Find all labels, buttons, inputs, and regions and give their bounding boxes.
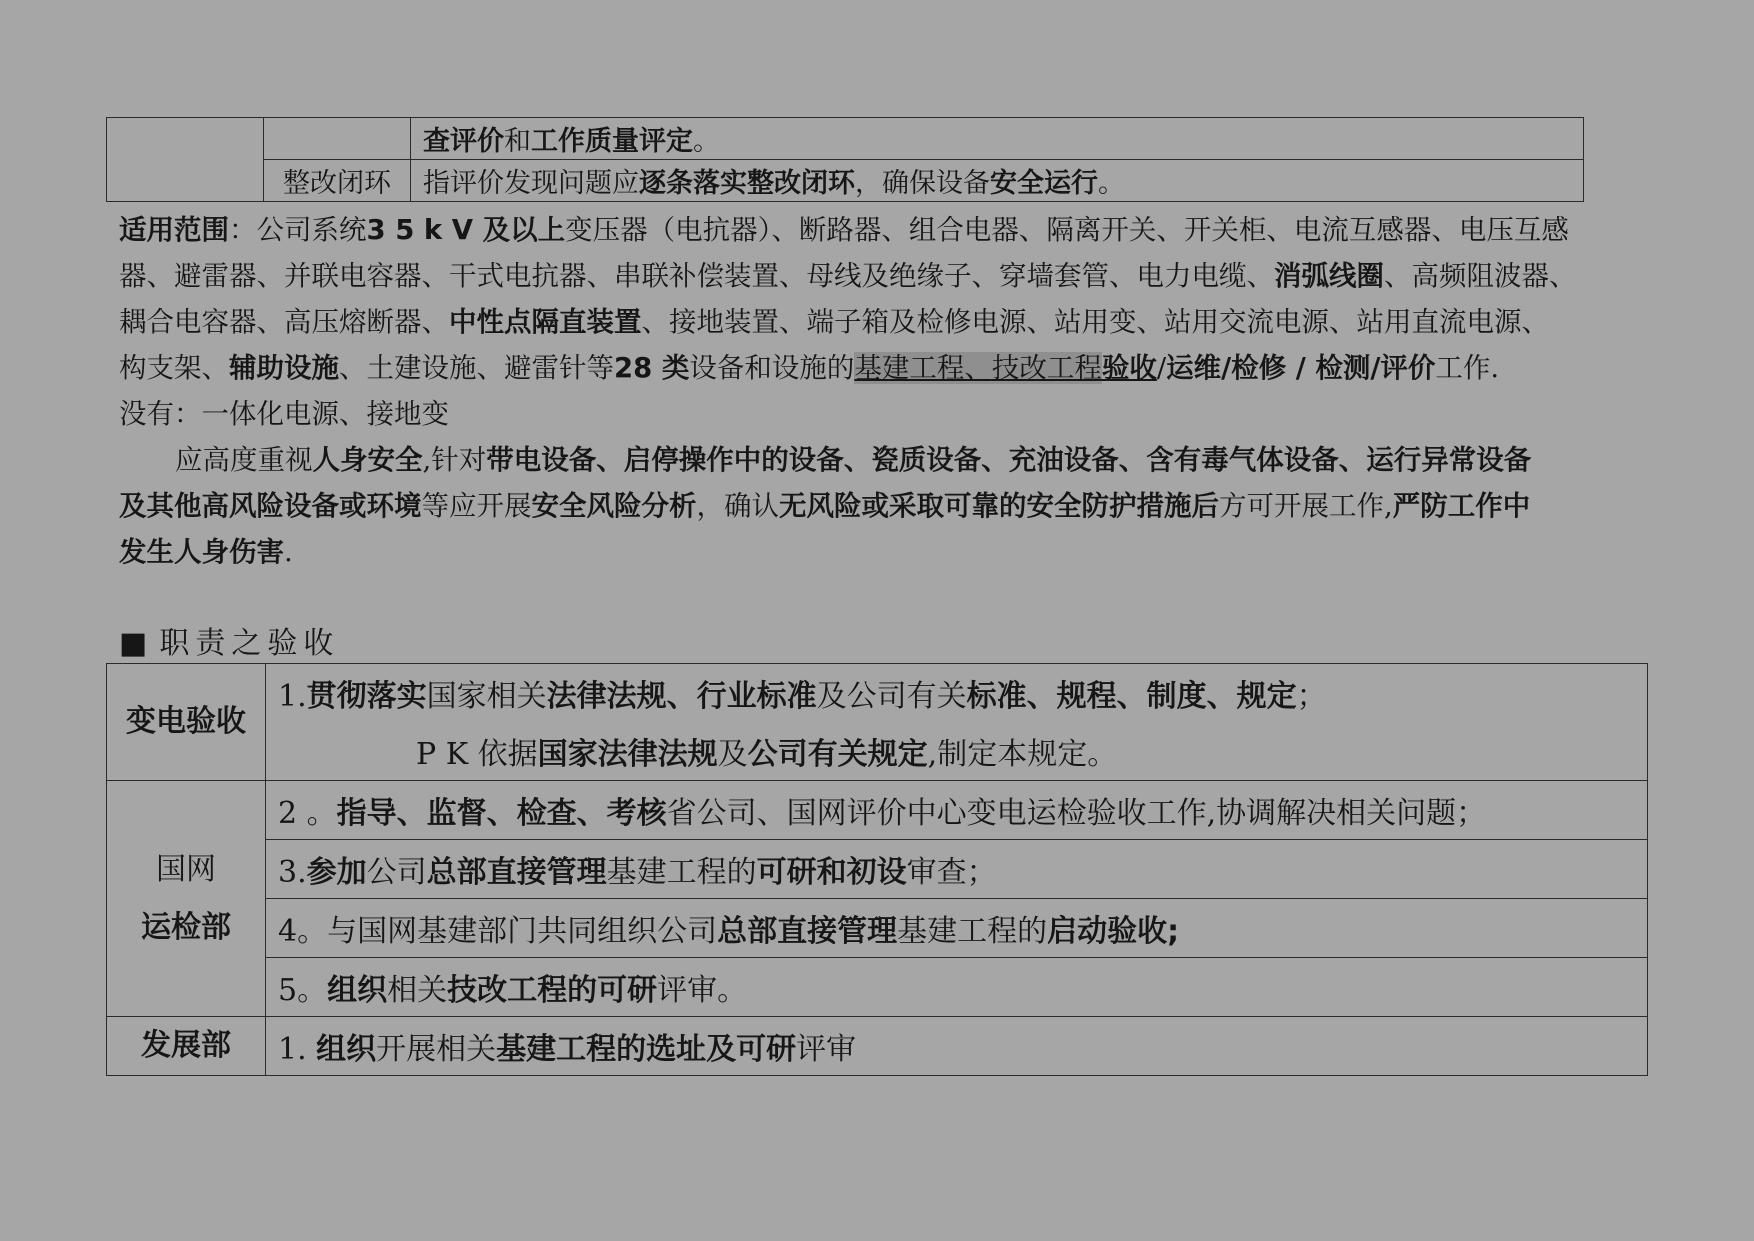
table-row xyxy=(107,722,1648,781)
text-bold: 法律法规、行业标准 xyxy=(546,679,817,714)
table-row xyxy=(107,1017,1648,1076)
text: 公司 xyxy=(366,855,427,890)
text-bold: 及其他高风险设备或环境 xyxy=(119,490,422,522)
text-bold: 中性点隔直装置 xyxy=(449,306,642,338)
text: 评审。 xyxy=(657,973,748,1008)
text: 方可开展工作, xyxy=(1219,490,1393,522)
text-bold: 28 类 xyxy=(614,352,690,384)
duty-item xyxy=(266,958,1648,1017)
text-bold: 贯彻落实 xyxy=(306,679,427,714)
text-bold: 验收 xyxy=(1101,352,1157,384)
text: 构支架、 xyxy=(119,352,229,384)
square-bullet-icon: ■ xyxy=(119,626,148,661)
text: 、土建设施、避雷针等 xyxy=(339,352,614,384)
highlighted-text: 技改工程 xyxy=(991,352,1102,384)
dept-name-line: 运检部 xyxy=(141,909,231,945)
text-bold: 国家法律法规 xyxy=(537,737,718,772)
text: 。 xyxy=(693,126,720,157)
text-bold: 组织 xyxy=(316,1032,377,1067)
dept-cell xyxy=(107,1017,266,1076)
row-label: 整改闭环 xyxy=(264,160,411,202)
text: 4。与国网基建部门共同组织公司 xyxy=(278,914,718,949)
text: 及 xyxy=(717,737,748,772)
top-evaluation-table xyxy=(106,117,1584,202)
section-heading xyxy=(119,618,339,662)
text: 设备和设施的 xyxy=(689,352,855,384)
text-bold: 公司有关规定 xyxy=(747,737,928,772)
text-bold: 3 5 k V 及以上 xyxy=(366,214,566,246)
text: 2 。 xyxy=(278,796,337,831)
text: 国家相关 xyxy=(426,679,547,714)
text-bold: 适用范围 xyxy=(119,214,229,246)
duty-item xyxy=(266,1017,1648,1076)
text: 相关 xyxy=(387,973,448,1008)
scope-line: 没有：一体化电源、接地变 xyxy=(119,398,449,430)
text: ，确认 xyxy=(696,490,779,522)
section-title: 职责之验收 xyxy=(159,626,340,661)
dept-cell xyxy=(107,664,266,781)
text-bold: 标准、规程、制度、规定 xyxy=(966,679,1297,714)
text-bold: 安全运行 xyxy=(990,168,1098,199)
text: 工作. xyxy=(1435,352,1500,384)
safety-line xyxy=(119,437,1657,483)
text-bold: 安全风险分析 xyxy=(531,490,697,522)
text: 、高频阻波器、 xyxy=(1384,260,1577,292)
text: 。 xyxy=(1098,168,1125,199)
text-bold: 总部直接管理 xyxy=(426,855,607,890)
text-bold: 总部直接管理 xyxy=(717,914,898,949)
text: P K 依据 xyxy=(416,737,538,772)
text-bold: 带电设备、启停操作中的设备、瓷质设备、充油设备、含有毒气体设备、运行异常设备 xyxy=(486,444,1532,476)
text-bold: 人身安全 xyxy=(312,444,423,476)
text-bold: 逐条落实整改闭环 xyxy=(639,168,855,199)
text-bold: 工作质量评定 xyxy=(531,126,693,157)
scope-line xyxy=(119,345,1657,391)
duty-item xyxy=(266,899,1648,958)
table-row xyxy=(107,664,1648,723)
text: 器、避雷器、并联电容器、干式电抗器、串联补偿装置、母线及绝缘子、穿墙套管、电力电缆、 xyxy=(119,260,1274,292)
text-bold: 辅助设施 xyxy=(229,352,339,384)
table-row xyxy=(107,118,1584,160)
scope-line xyxy=(119,207,1657,253)
text-bold: 运维/检修 / 检测/评价 xyxy=(1166,352,1436,384)
text: ； xyxy=(1296,679,1327,714)
text-bold: 可研和初设 xyxy=(756,855,907,890)
highlighted-text: 基建工程、 xyxy=(854,352,992,384)
text: 3. xyxy=(278,855,307,890)
empty-cell xyxy=(107,118,264,202)
text-bold: 参加 xyxy=(306,855,367,890)
text-bold: 消弧线圈 xyxy=(1274,260,1384,292)
text: 等应开展 xyxy=(421,490,532,522)
text-bold: 启动验收; xyxy=(1047,914,1180,949)
safety-line xyxy=(119,529,1657,575)
table-row xyxy=(107,781,1648,840)
text: 指评价发现问题应 xyxy=(423,168,639,199)
text: 1. xyxy=(278,1032,317,1067)
text: . xyxy=(284,536,293,568)
text: ,制定本规定。 xyxy=(927,737,1118,772)
text: 审查； xyxy=(906,855,997,890)
duty-item xyxy=(266,664,1648,723)
duty-item xyxy=(266,840,1648,899)
text-bold: 基建工程的选址及可研 xyxy=(496,1032,797,1067)
dept-cell xyxy=(107,781,266,1017)
duty-item xyxy=(266,781,1648,840)
dept-name: 发展部 xyxy=(141,1028,231,1063)
text: 和 xyxy=(504,126,531,157)
text: 评审 xyxy=(796,1032,857,1067)
text: 耦合电容器、高压熔断器、 xyxy=(119,306,449,338)
text: 基建工程的 xyxy=(897,914,1048,949)
dept-name: 变电验收 xyxy=(126,704,246,739)
text-bold: 组织 xyxy=(327,973,388,1008)
scope-line xyxy=(119,299,1657,345)
table-row xyxy=(107,160,1584,202)
table-row xyxy=(107,899,1648,958)
empty-cell xyxy=(264,118,411,160)
duty-item xyxy=(266,722,1648,781)
dept-name-line: 国网 xyxy=(156,851,216,887)
text: 、接地装置、端子箱及检修电源、站用变、站用交流电源、站用直流电源、 xyxy=(641,306,1549,338)
text: 及公司有关 xyxy=(816,679,967,714)
text-bold: 严防工作中 xyxy=(1392,490,1531,522)
text: / xyxy=(1156,352,1167,384)
table-row xyxy=(107,958,1648,1017)
text: ，确保设备 xyxy=(855,168,990,199)
text: 1. xyxy=(278,679,307,714)
text: 变压器（电抗器）、断路器、组合电器、隔离开关、开关柜、电流互感器、电压互感 xyxy=(565,214,1569,246)
text: 开展相关 xyxy=(376,1032,497,1067)
text-bold: 技改工程的可研 xyxy=(447,973,658,1008)
text: 基建工程的 xyxy=(606,855,757,890)
safety-line xyxy=(119,483,1657,529)
table-cell xyxy=(411,118,1584,160)
text-bold: 无风险或采取可靠的安全防护措施后 xyxy=(779,490,1219,522)
duty-table xyxy=(106,663,1648,1076)
text-bold: 查评价 xyxy=(423,126,504,157)
text: 应高度重视 xyxy=(175,444,313,476)
text: 5。 xyxy=(278,973,328,1008)
scope-line xyxy=(119,253,1657,299)
text: ,针对 xyxy=(422,444,487,476)
text-bold: 指导、监督、检查、考核 xyxy=(336,796,667,831)
text: 省公司、国网评价中心变电运检验收工作,协调解决相关问题； xyxy=(666,796,1487,831)
table-row xyxy=(107,840,1648,899)
text-bold: 发生人身伤害 xyxy=(119,536,284,568)
text: ：公司系统 xyxy=(229,214,367,246)
table-cell xyxy=(411,160,1584,202)
scope-section xyxy=(119,207,1657,575)
